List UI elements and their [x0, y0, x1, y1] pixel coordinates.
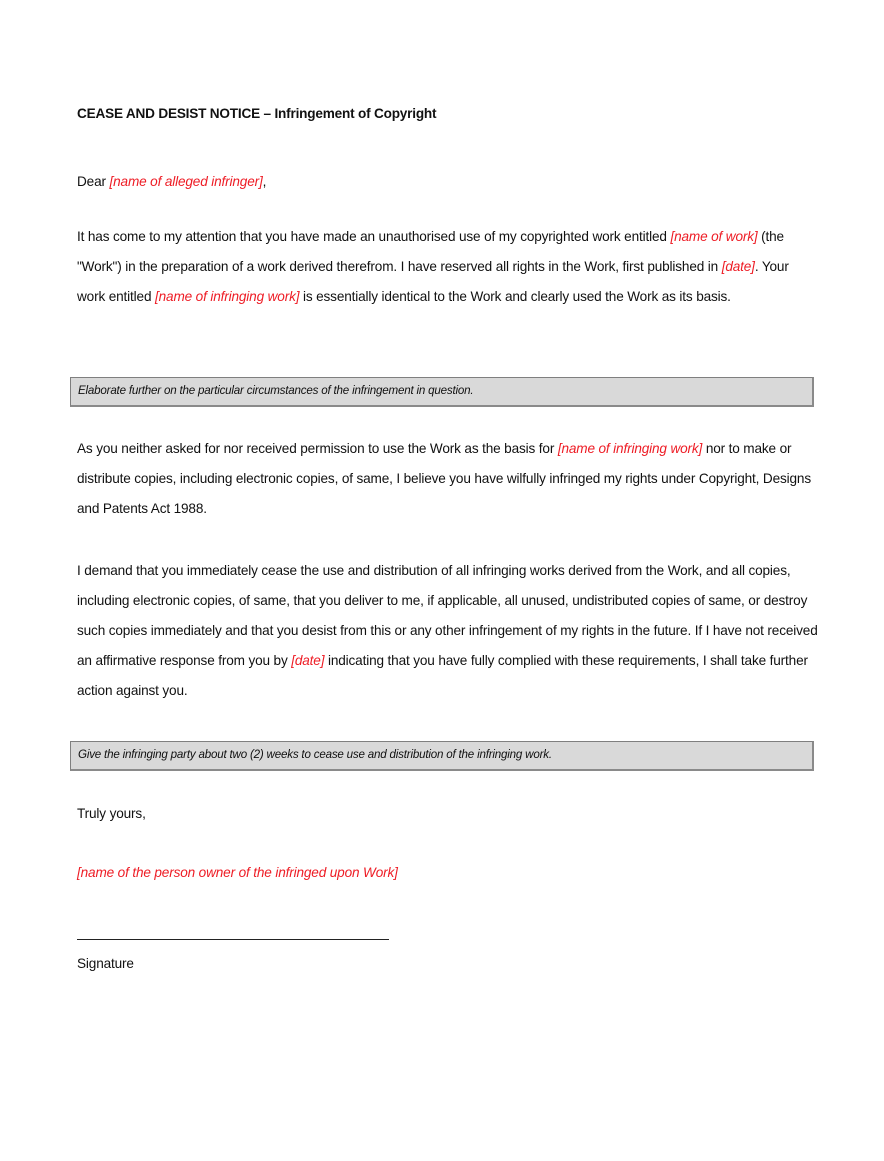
date-placeholder[interactable]: [date] — [721, 259, 755, 274]
work-name-placeholder[interactable]: [name of work] — [670, 229, 758, 244]
closing: Truly yours, — [77, 806, 146, 821]
document-title: CEASE AND DESIST NOTICE – Infringement of Copyright — [77, 106, 437, 121]
paragraph-no-permission — [77, 434, 819, 524]
signature-line — [77, 939, 389, 940]
paragraph-text: is essentially identical to the Work and clearly used the Work as its basis. — [299, 289, 731, 304]
paragraph-text: I demand that you immediately cease the use and distribution of all infringing works derived from the Work, and all copies, including electronic copies, of same, that you deliver to me, if applicable, all unused, undistributed copies of same, or destroy such copies immediately and that you desist from this or any other infringement of my rights in the future. If I have not received an affirmative response from you by — [77, 563, 818, 668]
infringing-work-placeholder[interactable]: [name of infringing work] — [155, 289, 300, 304]
infringer-name-placeholder[interactable]: [name of alleged infringer] — [109, 174, 263, 189]
guidance-note-circumstances — [70, 377, 814, 407]
guidance-note-text: Elaborate further on the particular circumstances of the infringement in question. — [78, 384, 474, 397]
paragraph-demand — [77, 556, 819, 706]
paragraph-text: It has come to my attention that you have made an unauthorised use of my copyrighted work entitled — [77, 229, 671, 244]
paragraph-text: nor to make or distribute copies, including electronic copies, of same, I believe you have wilfully infringed my rights under Copyright, Designs and Patents Act 1988. — [77, 441, 811, 516]
guidance-note-deadline — [70, 741, 814, 771]
salutation-prefix: Dear — [77, 174, 110, 189]
guidance-note-text: Give the infringing party about two (2) weeks to cease use and distribution of the infringing work. — [78, 748, 552, 761]
signer-name-placeholder[interactable]: [name of the person owner of the infringed upon Work] — [77, 865, 398, 880]
paragraph-text: As you neither asked for nor received permission to use the Work as the basis for — [77, 441, 558, 456]
paragraph-unauthorised-use — [77, 222, 819, 312]
salutation — [77, 167, 819, 197]
infringing-work-placeholder[interactable]: [name of infringing work] — [557, 441, 703, 456]
paragraph-text: (the "Work") in the preparation of a work derived therefrom. I have reserved all rights in the Work, first published in — [77, 229, 784, 274]
salutation-suffix: , — [262, 174, 267, 189]
deadline-date-placeholder[interactable]: [date] — [291, 653, 325, 668]
paragraph-text: indicating that you have fully complied with these requirements, I shall take further action against you. — [77, 653, 808, 698]
signature-label: Signature — [77, 956, 134, 971]
paragraph-text: . Your work entitled — [77, 259, 789, 304]
